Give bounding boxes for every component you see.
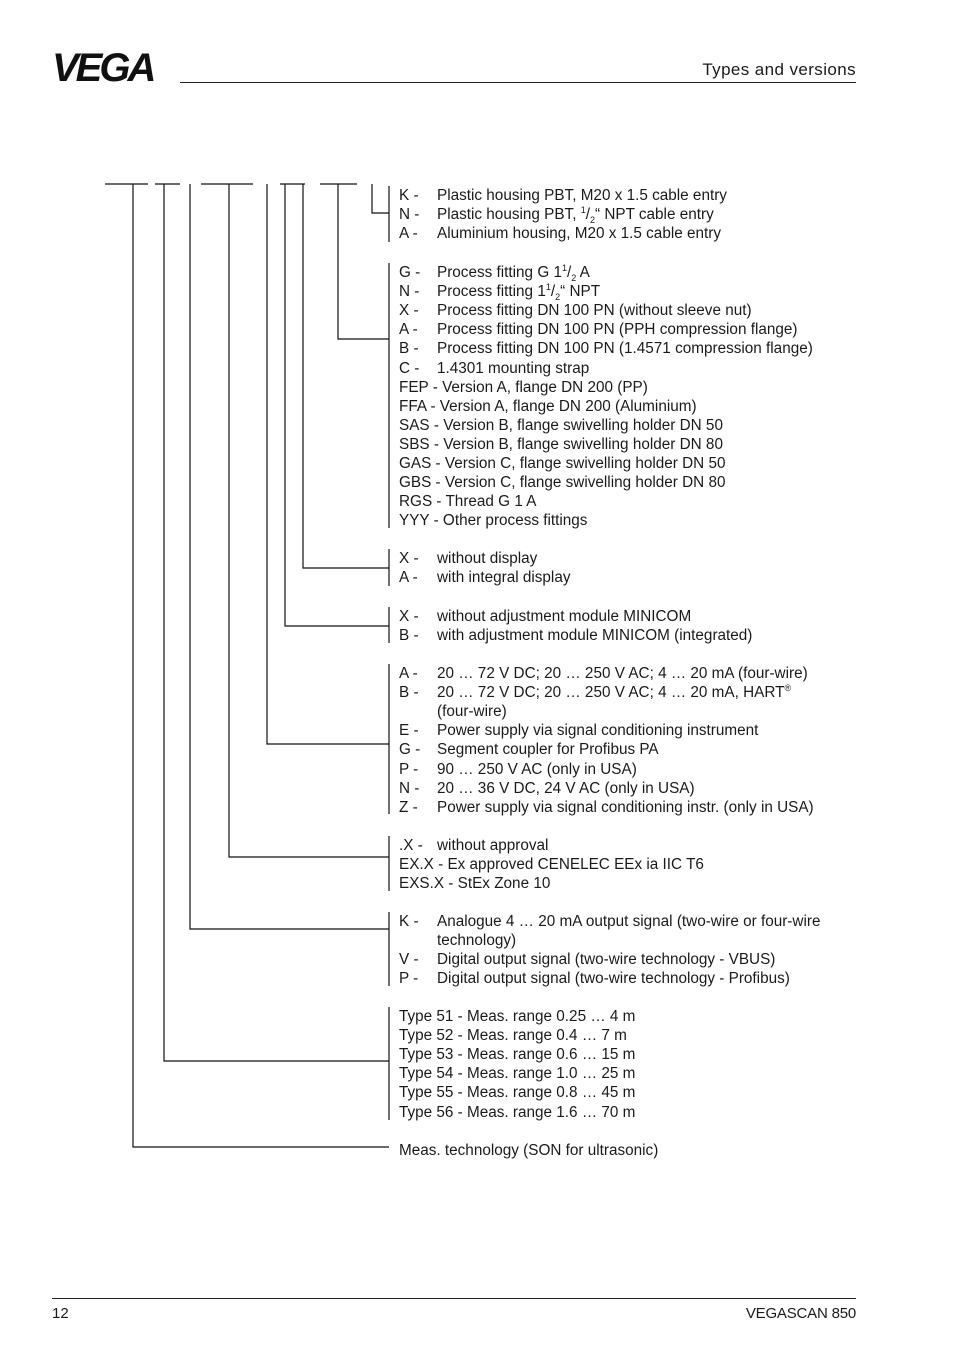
code-letter: N - <box>399 283 420 301</box>
fraction-denominator: 2 <box>571 273 577 284</box>
code-description-text: Plastic housing PBT, M20 x 1.5 cable entry <box>437 187 727 204</box>
code-letter: B - <box>399 340 419 358</box>
code-description-text: Digital output signal (two-wire technology - Profibus) <box>437 970 790 988</box>
branch-technology <box>133 184 389 1147</box>
code-letter: .X - <box>399 837 423 854</box>
fraction-numerator: 1 <box>561 262 567 273</box>
code-letter: K - <box>399 913 419 930</box>
code-description <box>437 224 721 243</box>
code-description: Process fitting G $1^1/_2$ A <box>437 262 590 284</box>
fraction-denominator: 2 <box>555 292 561 303</box>
code-description-text: Analogue 4 … 20 mA output signal (two-wire or four-wire <box>437 913 821 930</box>
code-letter: G - <box>399 264 421 281</box>
code-description-text: without approval <box>437 837 549 854</box>
code-description-text: Process fitting 1 <box>437 283 546 301</box>
code-row-text: Meas. technology (SON for ultrasonic) <box>399 1142 659 1159</box>
code-row-text: RGS - Thread G 1 A <box>399 493 537 511</box>
code-description-text: 20 … 36 V DC, 24 V AC (only in USA) <box>437 779 695 797</box>
code-description-suffix: A <box>576 264 590 281</box>
code-letter: E - <box>399 722 419 740</box>
code-description <box>437 779 695 798</box>
code-letter: X - <box>399 550 419 567</box>
code-description <box>437 760 637 779</box>
code-description <box>437 607 691 626</box>
code-description <box>437 931 516 950</box>
code-row-text: Type 56 - Meas. range 1.6 … 70 m <box>399 1103 636 1121</box>
code-description <box>437 798 814 817</box>
code-row-text: Type 55 - Meas. range 0.8 … 45 m <box>399 1084 636 1102</box>
fraction-numerator: 1 <box>545 282 551 292</box>
branch-adjustment <box>285 184 389 626</box>
code-letter: N - <box>399 206 420 224</box>
branch-display <box>303 184 389 568</box>
code-row-text: SAS - Version B, flange swivelling holder DN 50 <box>399 416 723 434</box>
code-description-text: technology) <box>437 932 517 950</box>
code-letter: P - <box>399 760 419 778</box>
code-description <box>437 320 797 339</box>
code-description-text: 90 … 250 V AC (only in USA) <box>437 760 637 778</box>
code-row-text: Type 54 - Meas. range 1.0 … 25 m <box>399 1065 636 1083</box>
code-description-text: with integral display <box>437 569 571 587</box>
code-letter: V - <box>399 951 419 969</box>
fraction-numerator: 1 <box>580 205 586 215</box>
code-description-text: Process fitting DN 100 PN (1.4571 compression flange) <box>437 340 813 358</box>
code-letter: A - <box>399 569 418 587</box>
logo-wordmark: VEGA <box>52 50 154 84</box>
branch-output <box>190 184 389 929</box>
code-description-text: 1.4301 mounting strap <box>437 359 590 377</box>
code-description-text: Digital output signal (two-wire technology - VBUS) <box>437 951 776 969</box>
code-description: Process fitting $1^1/_2“$ NPT <box>437 282 601 303</box>
code-description-text: Aluminium housing, M20 x 1.5 cable entry <box>437 225 721 243</box>
code-description-text: (four-wire) <box>437 703 507 721</box>
code-description <box>437 683 791 702</box>
code-description <box>437 721 758 740</box>
code-description-text: Process fitting DN 100 PN (without sleeve nut) <box>437 302 752 320</box>
code-description-text: Process fitting DN 100 PN (PPH compression flange) <box>437 321 798 339</box>
product-name: VEGASCAN 850 <box>745 1305 856 1322</box>
code-letter: A - <box>399 321 418 339</box>
code-letter: A - <box>399 665 418 682</box>
code-letter: Z - <box>399 798 418 816</box>
code-row-text: Type 51 - Meas. range 0.25 … 4 m <box>399 1008 636 1025</box>
code-description <box>437 549 537 568</box>
code-row-text: EX.X - Ex approved CENELEC EEx ia IIC T6 <box>399 856 704 874</box>
code-description <box>437 912 820 931</box>
code-letter: X - <box>399 608 419 625</box>
code-letter: P - <box>399 970 419 988</box>
code-description <box>437 568 571 587</box>
code-letter: C - <box>399 359 420 377</box>
registered-mark: ® <box>784 683 792 693</box>
code-description <box>437 301 752 320</box>
footer-rule <box>52 1298 856 1299</box>
code-letter: B - <box>399 627 419 645</box>
code-description-suffix: “ NPT cable entry <box>594 206 714 224</box>
code-description-text: 20 … 72 V DC; 20 … 250 V AC; 4 … 20 mA, HART <box>437 684 785 702</box>
code-row-text: GAS - Version C, flange swivelling holder DN 50 <box>399 455 726 472</box>
code-description <box>437 664 808 683</box>
page-number: 12 <box>52 1305 69 1322</box>
code-description <box>437 969 790 988</box>
code-description <box>437 836 548 855</box>
code-letter: X - <box>399 302 419 320</box>
code-description <box>437 626 752 645</box>
code-description-text: Plastic housing PBT, <box>437 206 581 224</box>
code-letter: N - <box>399 779 420 797</box>
code-description <box>437 359 589 378</box>
code-description <box>437 950 775 969</box>
code-description-text: Power supply via signal conditioning instr. (only in USA) <box>437 798 814 816</box>
code-description <box>437 740 659 759</box>
code-letter: B - <box>399 684 419 702</box>
code-row-text: Type 52 - Meas. range 0.4 … 7 m <box>399 1027 627 1045</box>
code-row-text: FEP - Version A, flange DN 200 (PP) <box>399 378 648 396</box>
code-description-suffix: “ NPT <box>560 283 601 301</box>
code-row-text: YYY - Other process fittings <box>399 512 588 530</box>
code-description-text: without adjustment module MINICOM <box>437 608 692 625</box>
code-row-text: FFA - Version A, flange DN 200 (Aluminium) <box>399 397 697 415</box>
code-description-text: without display <box>437 550 538 567</box>
section-title: Types and versions <box>702 60 856 79</box>
code-description <box>437 186 727 205</box>
code-description <box>437 339 813 358</box>
code-row-text: SBS - Version B, flange swivelling holder DN 80 <box>399 435 723 453</box>
code-row-text: Type 53 - Meas. range 0.6 … 15 m <box>399 1046 636 1064</box>
branch-approval <box>229 184 389 857</box>
code-letter: G - <box>399 741 421 759</box>
branch-housing <box>372 184 389 213</box>
fraction-denominator: 2 <box>589 215 595 226</box>
code-description-text: with adjustment module MINICOM (integrated) <box>437 627 753 645</box>
code-row-text: EXS.X - StEx Zone 10 <box>399 875 551 893</box>
code-description-text: 20 … 72 V DC; 20 … 250 V AC; 4 … 20 mA (four-wire) <box>437 665 808 682</box>
code-description-text: Segment coupler for Profibus PA <box>437 741 659 759</box>
branch-process-fitting <box>338 184 389 339</box>
code-letter: K - <box>399 187 419 204</box>
code-row-text: GBS - Version C, flange swivelling holder DN 80 <box>399 474 726 492</box>
code-description-text: Power supply via signal conditioning instrument <box>437 722 759 740</box>
code-letter: A - <box>399 225 418 243</box>
code-description <box>437 702 507 721</box>
code-description: Plastic housing PBT, $^1/_2“$ NPT cable entry <box>437 205 714 226</box>
code-description-text: Process fitting G 1 <box>437 264 562 281</box>
